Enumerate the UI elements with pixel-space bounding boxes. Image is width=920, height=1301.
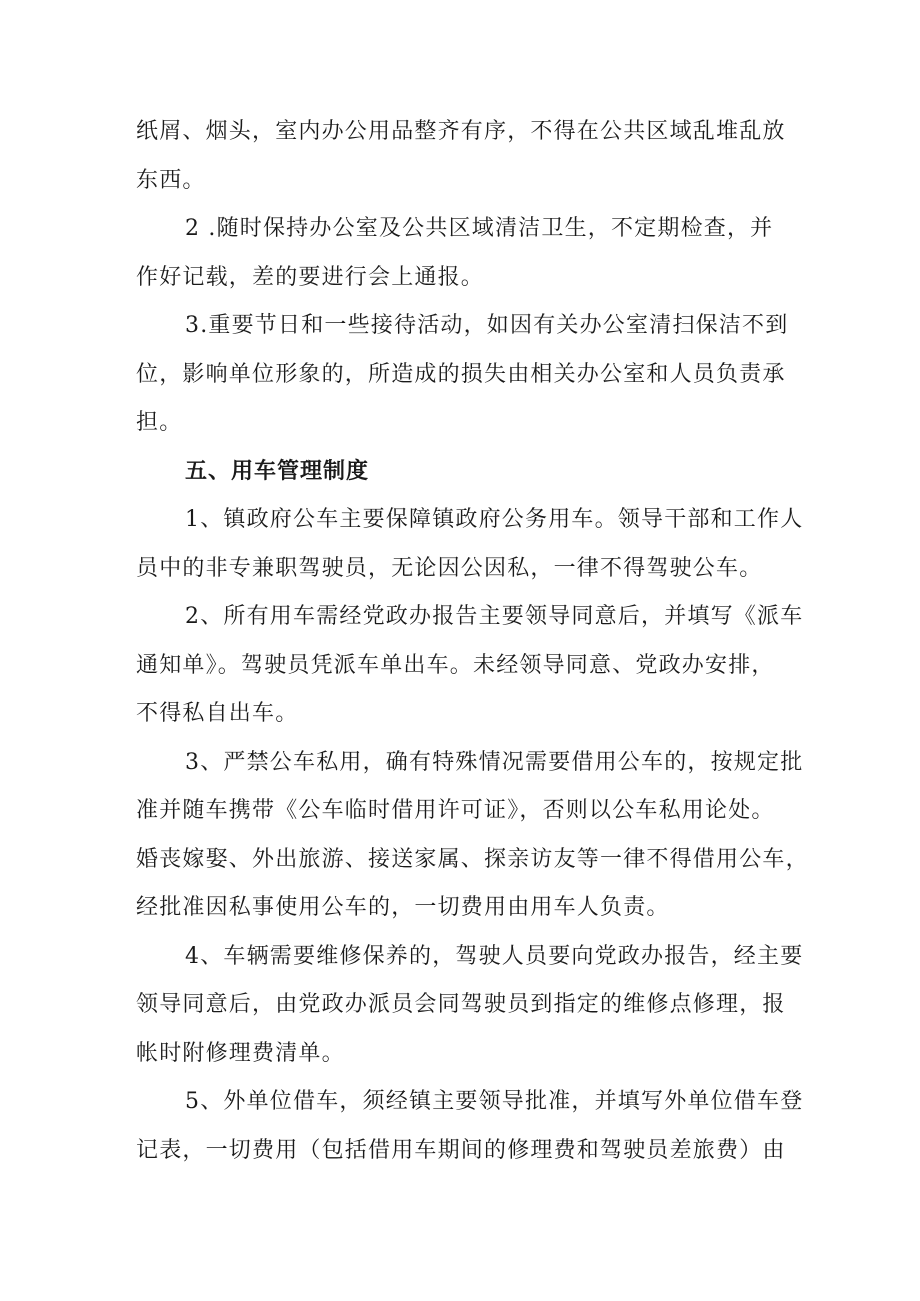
paragraph-vehicle-rule-2	[136, 593, 804, 739]
paragraph-vehicle-rule-4	[136, 933, 804, 1079]
text-line: 作好记载，差的要进行会上通报。	[136, 264, 485, 290]
paragraph-vehicle-rule-5	[136, 1078, 804, 1175]
text-line: 位，影响单位形象的，所造成的损失由相关办公室和人员负责承	[136, 361, 786, 387]
text-line: 员中的非专兼职驾驶员，无论因公因私，一律不得驾驶公车。	[136, 555, 763, 581]
text-line: 经批准因私事使用公车的，一切费用由用车人负责。	[136, 895, 670, 920]
text-line: 东西。	[136, 167, 206, 193]
text-line: 4、车辆需要维修保养的，驾驶人员要向党政办报告，经主要	[185, 943, 804, 969]
text-line: 不得私自出车。	[136, 701, 299, 726]
paragraph-vehicle-rule-1	[136, 496, 804, 593]
paragraph-vehicle-rule-3	[136, 739, 809, 933]
text-line: 婚丧嫁娶、外出旅游、接送家属、探亲访友等一律不得借用公车，	[136, 846, 809, 872]
text-line: 纸屑、烟头，室内办公用品整齐有序，不得在公共区域乱堆乱放	[136, 119, 786, 144]
text-line: 领导同意后，由党政办派员会同驾驶员到指定的维修点修理，报	[136, 992, 786, 1017]
text-line: 5、外单位借车，须经镇主要领导批准，并填写外单位借车登	[185, 1089, 804, 1114]
document-page	[136, 108, 809, 1175]
paragraph-continued-cleanliness	[136, 108, 796, 205]
text-line: 记表，一切费用（包括借用车期间的修理费和驾驶员差旅费）由	[136, 1137, 786, 1163]
text-line: 2、所有用车需经党政办报告主要领导同意后，并填写《派车	[185, 604, 804, 629]
text-line: 3、严禁公车私用，确有特殊情况需要借用公车的，按规定批	[185, 749, 804, 775]
text-line: 担。	[136, 410, 183, 435]
text-line: 通知单》。驾驶员凭派车单出车。未经领导同意、党政办安排，	[136, 652, 775, 678]
text-line: 2 .随时保持办公室及公共区域清洁卫生，不定期检查，并	[185, 216, 774, 241]
section-heading-vehicle-management: 五、用车管理制度	[185, 458, 370, 484]
text-line: 3.重要节日和一些接待活动，如因有关办公室清扫保洁不到	[185, 313, 789, 338]
paragraph-item-2-cleaning	[136, 205, 796, 302]
text-line: 帐时附修理费清单。	[136, 1040, 345, 1066]
text-line: 1、镇政府公车主要保障镇政府公务用车。领导干部和工作人	[185, 507, 804, 532]
paragraph-item-3-holidays	[136, 302, 796, 448]
text-line: 准并随车携带《公车临时借用许可证》，否则以公车私用论处。	[136, 798, 775, 823]
